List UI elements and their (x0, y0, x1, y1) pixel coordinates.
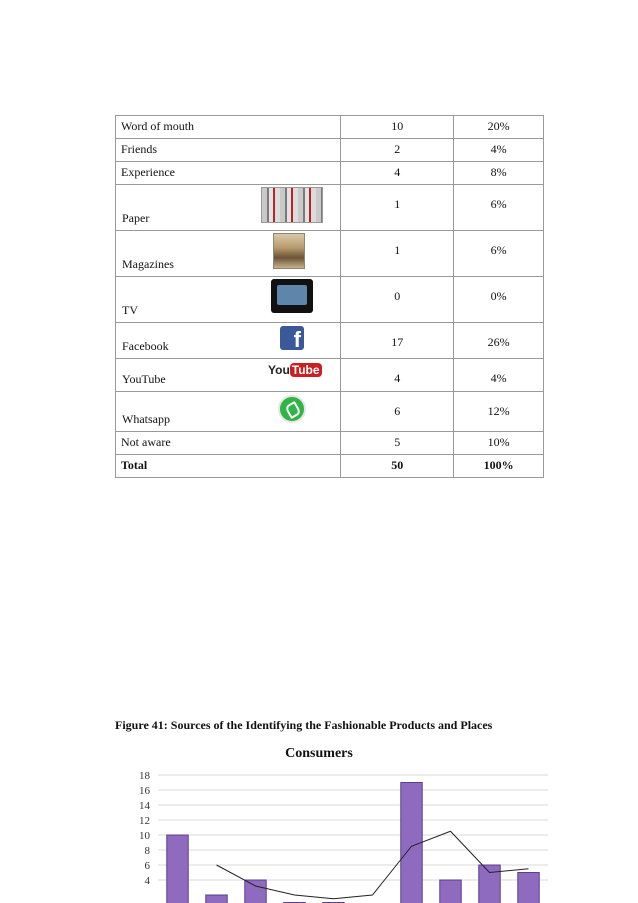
cell-percent (454, 392, 544, 432)
table-row (116, 277, 544, 323)
cell-count (341, 162, 454, 185)
cell-value: 12% (487, 404, 510, 418)
row-label: YouTube (122, 372, 166, 386)
y-tick-label: 10 (139, 830, 150, 842)
table-row (116, 359, 544, 392)
cell-count (341, 323, 454, 359)
cell-value: 0 (394, 289, 401, 303)
bar (479, 865, 500, 903)
cell-value: 6% (490, 243, 507, 257)
whatsapp-icon (278, 395, 306, 423)
table-row (116, 231, 544, 277)
youtube-icon: You Tube (268, 363, 320, 377)
cell-label (116, 432, 341, 455)
cell-value: 10 (391, 119, 404, 133)
row-label: Word of mouth (121, 119, 195, 133)
cell-count (341, 231, 454, 277)
row-label: Facebook (122, 339, 169, 353)
cell-percent (454, 323, 544, 359)
row-label: Not aware (121, 435, 171, 449)
cell-count (341, 392, 454, 432)
row-label: Paper (122, 211, 150, 225)
table-row (116, 392, 544, 432)
y-tick-label: 8 (144, 845, 150, 857)
cell-value: 4% (490, 371, 507, 385)
cell-value: 4 (394, 371, 401, 385)
cell-label (116, 455, 341, 478)
table-row (116, 432, 544, 455)
cell-percent (454, 455, 544, 478)
y-tick-label: 6 (144, 860, 150, 872)
figure-caption: Figure 41: Sources of the Identifying the Fashionable Products and Places (115, 718, 493, 732)
cell-percent (454, 139, 544, 162)
consumers-chart (0, 760, 638, 903)
table-row (116, 323, 544, 359)
newspaper-icon (261, 187, 323, 223)
cell-value: 50 (391, 458, 404, 472)
cell-percent (454, 116, 544, 139)
cell-value: 8% (490, 165, 507, 179)
cell-value: 26% (487, 335, 510, 349)
row-label: Whatsapp (122, 412, 170, 426)
cell-percent (454, 185, 544, 231)
cell-count (341, 455, 454, 478)
table-row (116, 455, 544, 478)
cell-count (341, 185, 454, 231)
cell-percent (454, 432, 544, 455)
cell-value: 4% (490, 142, 507, 156)
cell-percent (454, 277, 544, 323)
y-tick-label: 18 (139, 770, 150, 782)
bar (440, 880, 461, 903)
cell-label (116, 185, 341, 231)
chart-title: Consumers (285, 746, 353, 761)
cell-value: 2 (394, 142, 401, 156)
tv-icon (271, 279, 313, 313)
cell-value: 100% (483, 458, 514, 472)
row-label: Total (121, 458, 148, 472)
row-label: Experience (121, 165, 175, 179)
row-label: Magazines (122, 257, 174, 271)
cell-count (341, 359, 454, 392)
table-row (116, 139, 544, 162)
cell-value: 1 (394, 197, 401, 211)
cell-value: 4 (394, 165, 401, 179)
magazine-icon (273, 233, 305, 269)
table-row (116, 185, 544, 231)
cell-count (341, 432, 454, 455)
bar (245, 880, 266, 903)
cell-percent (454, 359, 544, 392)
cell-label (116, 323, 341, 359)
cell-value: 0% (490, 289, 507, 303)
table-row (116, 116, 544, 139)
bar (167, 835, 188, 903)
row-label: Friends (121, 142, 157, 156)
cell-value: 17 (391, 335, 404, 349)
cell-percent (454, 162, 544, 185)
cell-value: 5 (394, 435, 401, 449)
cell-value: 6 (394, 404, 401, 418)
cell-value: 6% (490, 197, 507, 211)
cell-label (116, 162, 341, 185)
cell-label (116, 116, 341, 139)
y-tick-label: 12 (139, 815, 150, 827)
bar (518, 873, 539, 903)
bar (401, 783, 422, 903)
cell-label (116, 231, 341, 277)
cell-label (116, 392, 341, 432)
bar (206, 895, 227, 903)
y-tick-label: 4 (144, 875, 150, 887)
table-row (116, 162, 544, 185)
cell-count (341, 116, 454, 139)
y-tick-label: 14 (139, 800, 150, 812)
sources-table (115, 115, 544, 478)
facebook-icon: f (280, 326, 304, 350)
cell-count (341, 277, 454, 323)
cell-label (116, 359, 341, 392)
cell-label (116, 277, 341, 323)
y-tick-label: 16 (139, 785, 150, 797)
cell-value: 10% (487, 435, 510, 449)
cell-label (116, 139, 341, 162)
row-label: TV (122, 303, 138, 317)
cell-percent (454, 231, 544, 277)
cell-count (341, 139, 454, 162)
cell-value: 1 (394, 243, 401, 257)
cell-value: 20% (487, 119, 510, 133)
